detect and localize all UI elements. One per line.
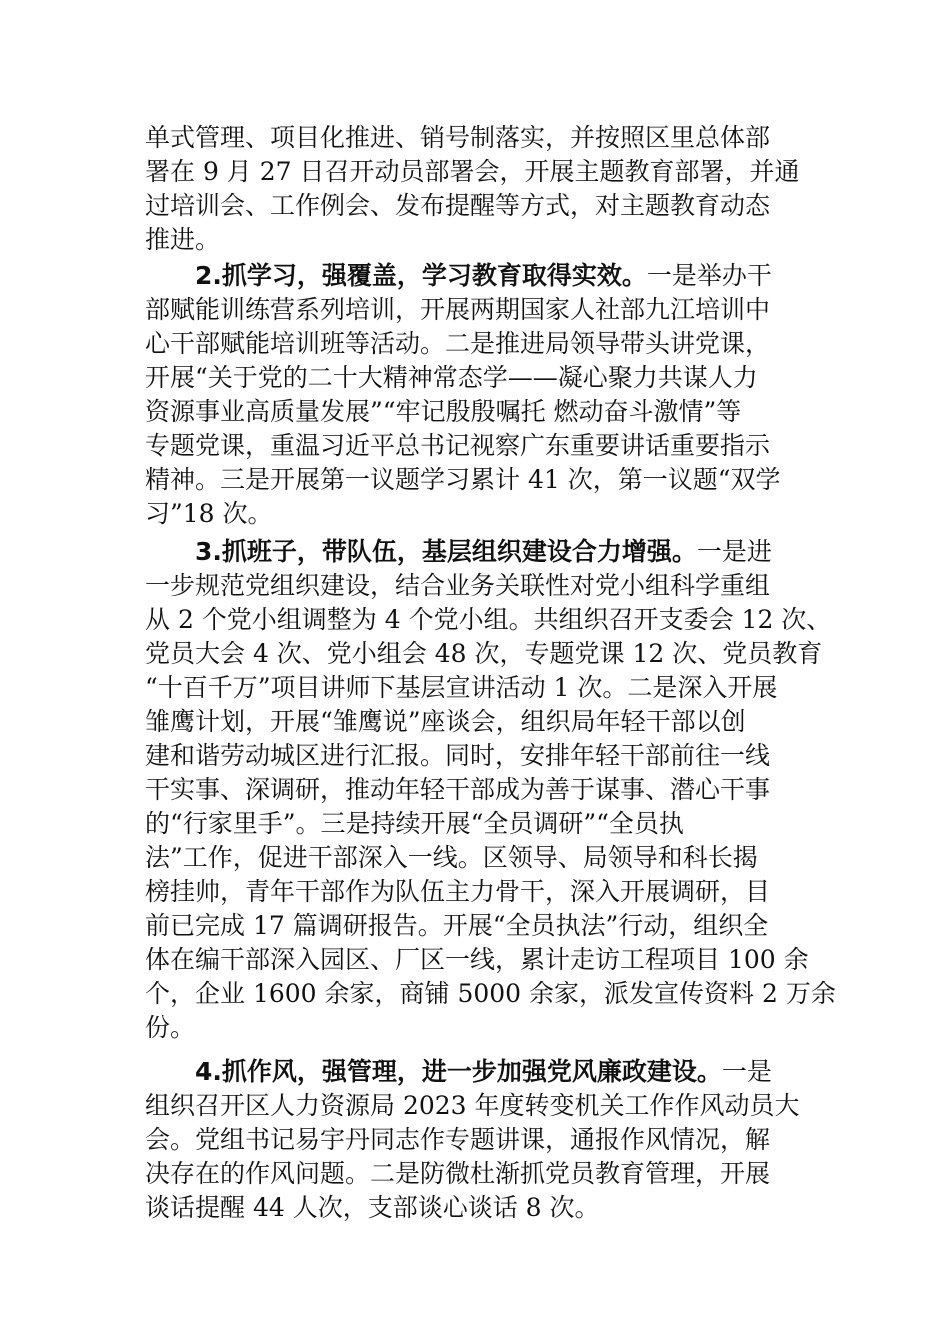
text-span: 一是举办干 — [646, 261, 772, 290]
paragraph-first-line — [195, 1054, 810, 1090]
text-line: 雏鹰计划，开展“雏鹰说”座谈会，组织局年轻干部以创 — [145, 707, 746, 736]
paragraph-heading: 2.抓学习，强覆盖，学习教育取得实效。 — [195, 261, 647, 290]
text-line: 个，企业 1600 余家，商铺 5000 余家，派发宣传资料 2 万余 — [145, 979, 836, 1008]
text-line: “十百千万”项目讲师下基层宣讲活动 1 次。二是深入开展 — [145, 673, 778, 702]
text-span: 一是进 — [696, 537, 772, 566]
text-line: 党员大会 4 次、党小组会 48 次，专题党课 12 次、党员教育 — [145, 639, 823, 668]
text-line: 过培训会、工作例会、发布提醒等方式，对主题教育动态 — [145, 191, 771, 220]
text-line: 干实事、深调研，推动年轻干部成为善于谋事、潜心干事 — [145, 775, 771, 804]
text-line: 精神。三是开展第一议题学习累计 41 次，第一议题“双学 — [145, 465, 781, 494]
paragraph-heading: 3.抓班子，带队伍，基层组织建设合力增强。 — [195, 537, 697, 566]
text-line: 前已完成 17 篇调研报告。开展“全员执法”行动，组织全 — [145, 911, 769, 940]
text-line: 一步规范党组织建设，结合业务关联性对党小组科学重组 — [145, 571, 771, 600]
text-line: 专题党课，重温习近平总书记视察广东重要讲话重要指示 — [145, 431, 771, 460]
text-line: 建和谐劳动城区进行汇报。同时，安排年轻干部前往一线 — [145, 741, 771, 770]
text-line: 的“行家里手”。三是持续开展“全员调研”“全员执 — [145, 809, 684, 838]
text-line: 份。 — [145, 1013, 196, 1042]
paragraph-first-line — [195, 534, 810, 570]
text-line: 单式管理、项目化推进、销号制落实，并按照区里总体部 — [145, 123, 771, 152]
paragraph-heading: 4.抓作风，强管理，进一步加强党风廉政建设。 — [195, 1057, 722, 1086]
text-line: 法”工作，促进干部深入一线。区领导、局领导和科长揭 — [145, 843, 758, 872]
text-line: 决存在的作风问题。二是防微杜渐抓党员教育管理，开展 — [145, 1159, 771, 1188]
text-line: 榜挂帅，青年干部作为队伍主力骨干，深入开展调研，目 — [145, 877, 771, 906]
text-line: 谈话提醒 44 人次，支部谈心谈话 8 次。 — [145, 1193, 600, 1222]
text-line: 部赋能训练营系列培训，开展两期国家人社部九江培训中 — [145, 295, 771, 324]
text-span: 一是 — [721, 1057, 772, 1086]
text-line: 署在 9 月 27 日召开动员部署会，开展主题教育部署，并通 — [145, 157, 800, 186]
text-line: 推进。 — [145, 225, 221, 254]
text-line: 习”18 次。 — [145, 499, 273, 528]
text-line: 开展“关于党的二十大精神常态学——凝心聚力共谋人力 — [145, 363, 758, 392]
paragraph-first-line — [195, 258, 810, 294]
text-line: 体在编干部深入园区、厂区一线，累计走访工程项目 100 余 — [145, 945, 809, 974]
text-line: 从 2 个党小组调整为 4 个党小组。共组织召开支委会 12 次、 — [145, 605, 832, 634]
text-line: 资源事业高质量发展”“牢记殷殷嘱托 燃动奋斗激情”等 — [145, 397, 742, 426]
text-line: 心干部赋能培训班等活动。二是推进局领导带头讲党课， — [145, 329, 771, 358]
text-line: 组织召开区人力资源局 2023 年度转变机关工作作风动员大 — [145, 1091, 800, 1120]
text-line: 会。党组书记易宇丹同志作专题讲课，通报作风情况，解 — [145, 1125, 771, 1154]
